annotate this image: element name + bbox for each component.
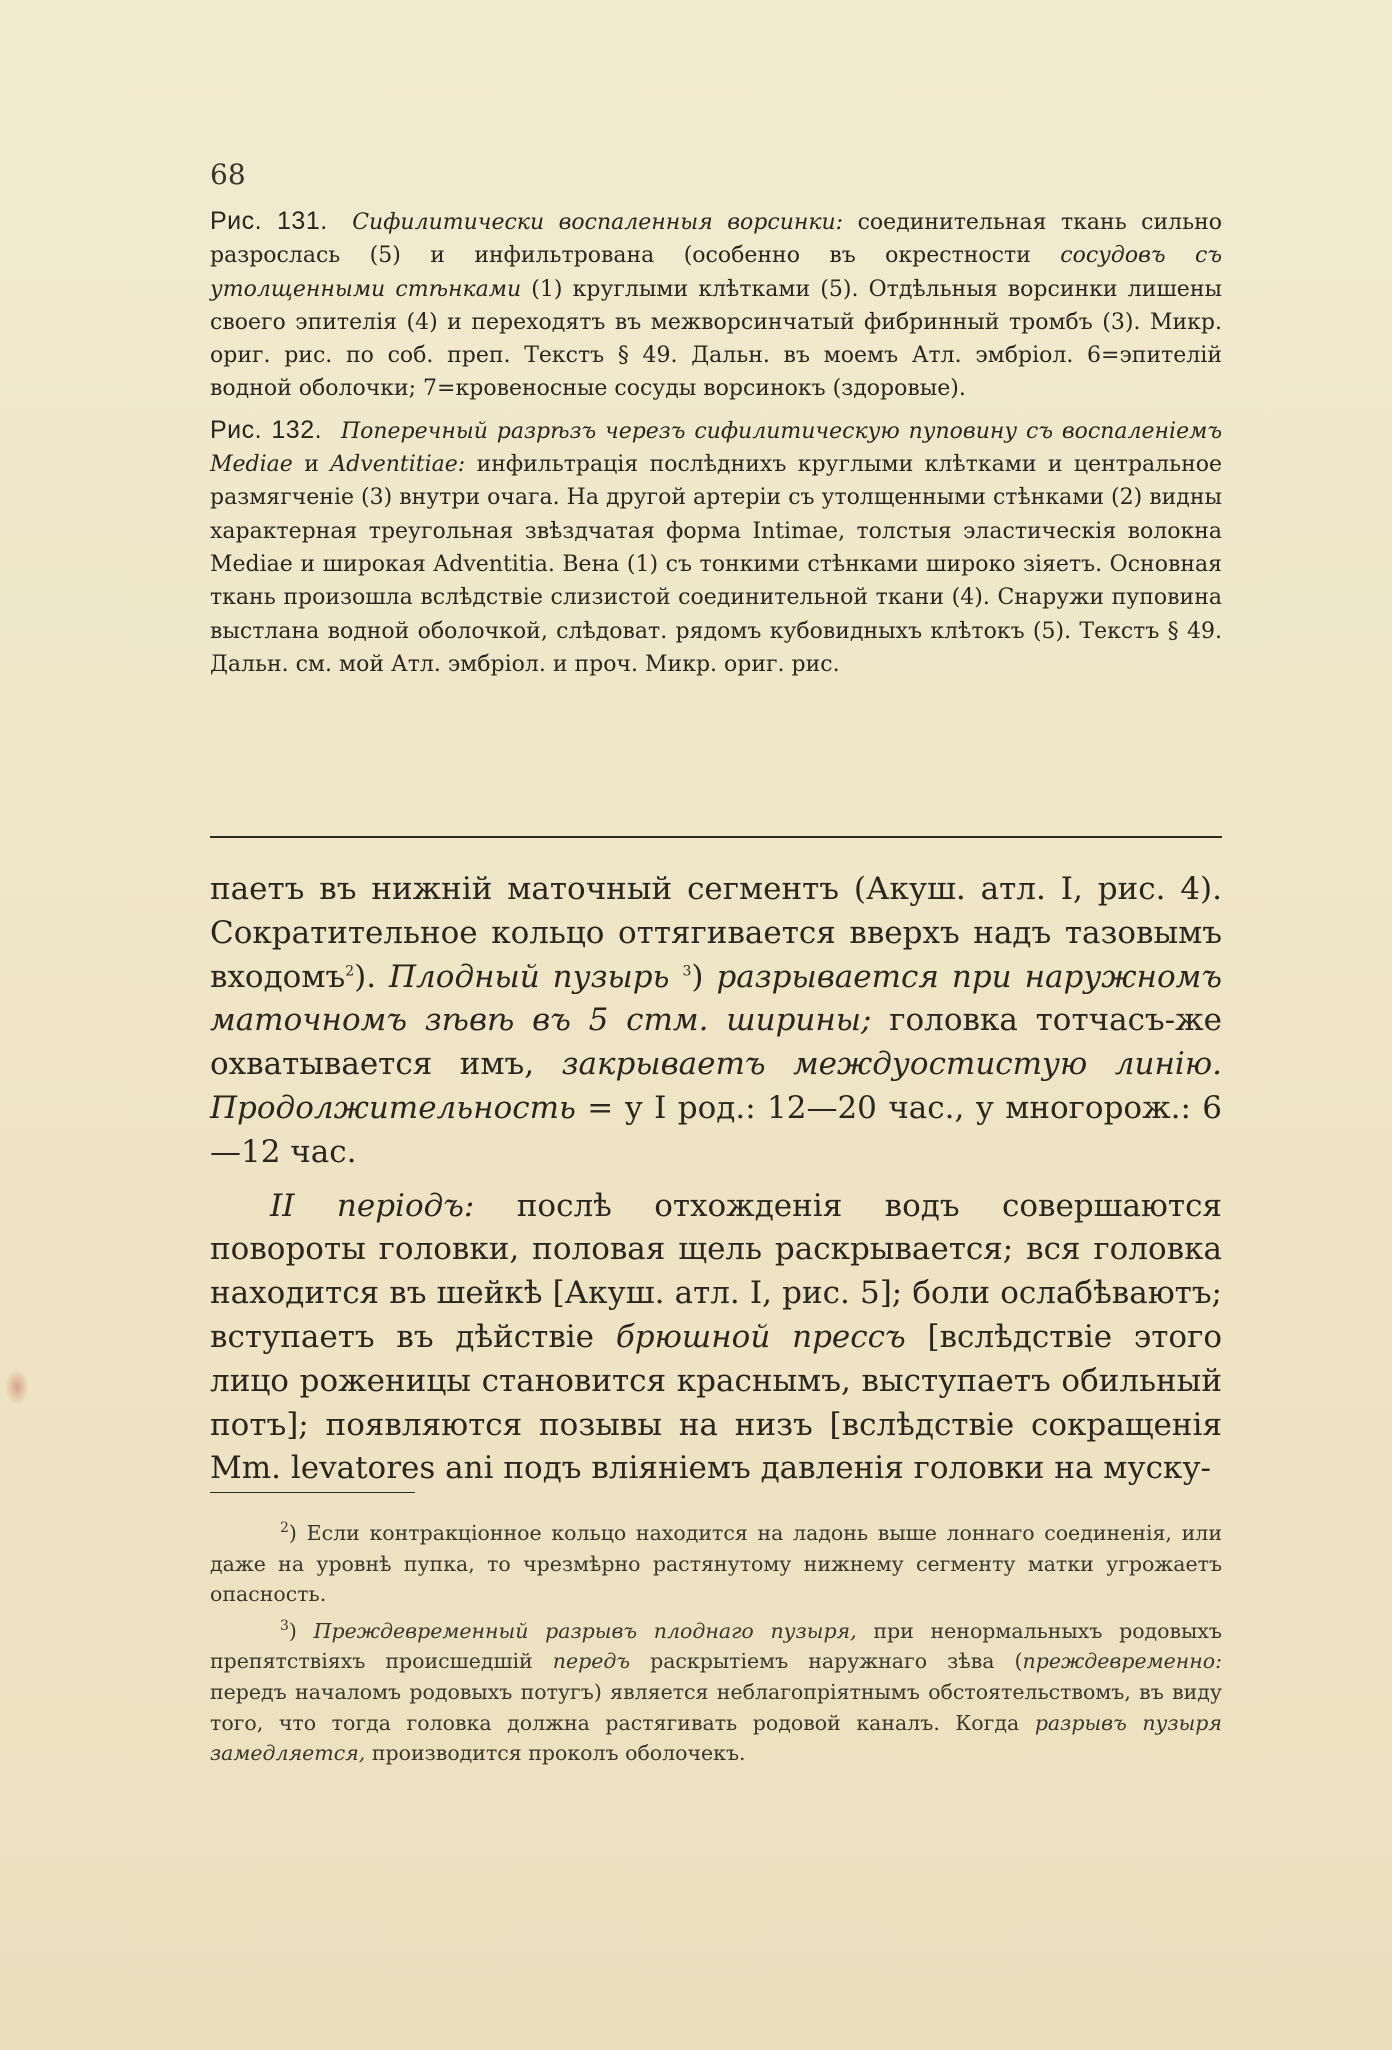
caption-label: Рис. 131. [210,207,328,235]
paragraph-2 [210,1185,1222,1492]
text-run: [вслѣдствіе этого лицо роженицы становится краснымъ, выступаетъ обильный потъ]; появляются позывы на низъ [вслѣдствіе сокращенія Mm. levatores ani подъ вліяніемъ давленія головки на муску- [210,1318,1222,1487]
footnote-text: при ненормальныхъ родовыхъ препятствіяхъ происшедшій [210,1618,1222,1674]
caption-fig-131 [210,205,1222,406]
footnote-2 [210,1518,1222,1610]
caption-title: Поперечный разрѣзъ черезъ сифилитическую пуповину съ воспаленіемъ Mediae [210,418,1222,478]
footnote-emphasis: разрывъ пузыря замедляется, [210,1710,1222,1766]
paragraph-1 [210,868,1222,1175]
caption-divider [210,836,1222,838]
caption-fig-132 [210,414,1222,681]
emphasis-run: Плодный пузырь [389,958,670,995]
caption-title: Сифилитически воспаленныя ворсинки: [352,210,844,235]
footnote-emphasis: передъ [552,1649,631,1674]
text-run: ). [354,958,377,995]
footnote-text: ) [288,1618,297,1643]
caption-label: Рис. 132. [210,415,323,444]
figure-captions [210,205,1222,681]
caption-text: и [304,452,319,478]
footnote-ref: 2 [345,963,355,980]
footnote-text: передъ началомъ родовыхъ потугъ) является неблагопріятнымъ обстоятельствомъ, въ виду того, что тогда головка должна растягивать родовой каналъ. Когда [210,1679,1222,1735]
footnote-divider [210,1492,415,1493]
text-run: головка тотчасъ-же охватывается имъ, [210,1002,1222,1083]
footnotes [210,1518,1222,1769]
main-text [210,868,1222,1491]
text-run: ) [691,958,704,995]
text-run: послѣ отхожденія водъ совершаются повороты головки, половая щель раскрывается; вся головка находится въ шейкѣ [Акуш. атл. I, рис. 5]; боли ослабѣваютъ; вступаетъ въ дѣйствіе [210,1187,1222,1355]
caption-text: инфильтрація послѣднихъ круглыми клѣтками и центральное размягченіе (3) внутри очага. На другой артеріи съ утолщенными стѣнками (2) видны характерная треугольная звѣздчатая форма Intimae, толстыя эластическія волокна Mediae и широкая Adventitia. Вена (1) съ тонкими стѣнками широко зіяетъ. Основная ткань произошла вслѣдствіе слизистой соединительной ткани (4). Снаружи пуповина выстлана водной оболочкой, слѣдоват. рядомъ кубовидныхъ клѣтокъ (5). Текстъ § 49. Дальн. см. мой Атл. эмбріол. и проч. Микр. ориг. рис. [210,452,1223,677]
caption-emphasis: сосудовъ съ утолщенными стѣнками [210,243,1222,302]
emphasis-run: закрываетъ междуостистую линію. Продолжительность [210,1046,1222,1126]
footnote-ref: 3 [682,963,692,980]
page-number: 68 [210,158,246,191]
text-run: = у I род.: 12—20 час., у многорож.: 6—12 час. [210,1089,1222,1170]
footnote-emphasis: преждевременно: [1022,1649,1222,1674]
caption-text: соединительная ткань сильно разрослась (5) и инфильтрована (особенно въ окрестности [210,210,1222,269]
emphasis-run: брюшной прессъ [615,1318,906,1355]
caption-text: (1) круглыми клѣтками (5). Отдѣльныя ворсинки лишены своего эпителія (4) и переходятъ въ межворсинчатый фибринный тромбъ (3). Микр. ориг. рис. по соб. преп. Текстъ § 49. Дальн. въ моемъ Атл. эмбріол. 6=эпителій водной оболочки; 7=кровеносные сосуды ворсинокъ (здоровые). [210,276,1222,402]
paper-stain [6,1370,28,1404]
footnote-text: раскрытіемъ наружнаго зѣва ( [650,1649,1023,1674]
footnote-mark: 3 [280,1617,289,1634]
emphasis-run: разрывается при наружномъ маточномъ зѣвѣ въ 5 стм. ширины; [210,958,1222,1039]
caption-emphasis: Adventitiae: [330,452,466,478]
text-run: паетъ въ нижній маточный сегментъ (Акуш. атл. I, рис. 4). Сократительное кольцо оттягивается вверхъ надъ тазовымъ входомъ [210,871,1222,995]
footnote-3 [210,1616,1222,1769]
emphasis-run: II періодъ: [270,1187,475,1224]
footnote-text: производится проколъ оболочекъ. [371,1741,746,1766]
footnote-emphasis: Преждевременный разрывъ плоднаго пузыря, [313,1618,857,1643]
footnote-text: ) Если контракціонное кольцо находится на ладонь выше лоннаго соединенія, или даже на уровнѣ пупка, то чрезмѣрно растянутому нижнему сегменту матки угрожаетъ опасность. [210,1521,1222,1607]
footnote-mark: 2 [280,1520,289,1537]
